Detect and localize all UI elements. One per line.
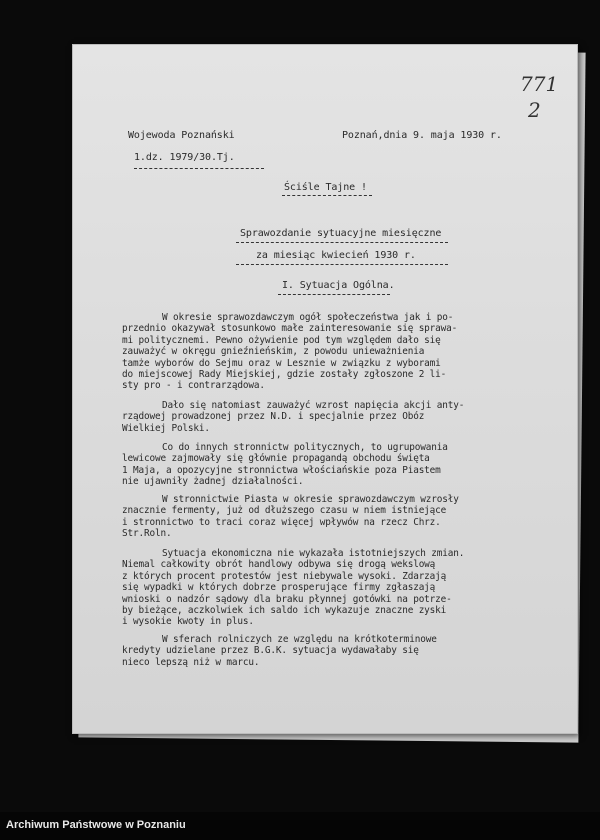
archive-number: 771 [520, 72, 559, 96]
paragraph-line: Co do innych stronnictw politycznych, to ugrupowania [162, 442, 448, 453]
paragraph-line: Sytuacja ekonomiczna nie wykazała istotniejszych zmian. [162, 548, 465, 559]
paragraph-line: się wypadki w których dobrze prosperujące firmy zgłaszają [122, 582, 436, 594]
paragraph-line: rządowej prowadzonej przez N.D. i specjalnie przez Obóz [122, 411, 425, 423]
paragraph-line: lewicowe zajmowały się głównie propagandą obchodu święta [122, 453, 430, 465]
paragraph-line: znacznie fermenty, już od dłuższego czasu w niem istniejące [122, 505, 447, 517]
document-page [72, 44, 578, 734]
paragraph-line: W stronnictwie Piasta w okresie sprawozdawczym wzrosły [162, 494, 459, 505]
paragraph-line: Wielkiej Polski. [122, 422, 210, 434]
paragraph-line: i stronnictwo to traci coraz więcej wpływów na rzecz Chrz. [122, 516, 441, 528]
classification-underline [282, 195, 372, 196]
paragraph-line: nie ujawniły żadnej działalności. [122, 476, 304, 488]
paragraph-line: W sferach rolniczych ze względu na krótkoterminowe [162, 634, 437, 645]
section-underline [278, 294, 390, 295]
archive-name: Archiwum Państwowe w Poznaniu [6, 819, 186, 831]
paragraph-line: by bieżące, aczkolwiek ich saldo ich wykazuje znaczne zyski [122, 605, 447, 616]
paragraph-line: zauważyć w okręgu gnieźnieńskim, z powodu unieważnienia [122, 346, 425, 358]
reference-number: 1.dz. 1979/30.Tj. [134, 152, 235, 163]
paragraph-line: mi politycznemi. Pewno ożywienie pod tym względem dało się [122, 334, 441, 346]
title-underline-2 [236, 264, 448, 265]
reference-underline [134, 168, 264, 169]
report-period: za miesiąc kwiecień 1930 r. [256, 250, 416, 261]
paragraph-line: Dało się natomiast zauważyć wzrost napięcia akcji anty- [162, 400, 465, 411]
title-underline-1 [236, 242, 448, 243]
paragraph-line: sty pro - i contrarządowa. [122, 380, 265, 392]
paragraph-line: W okresie sprawozdawczym ogół społeczeństwa jak i po- [162, 312, 454, 323]
section-heading: I. Sytuacja Ogólna. [282, 280, 395, 291]
paragraph-line: wnioski o nadzór sądowy dla braku płynnej gotówki na potrze- [122, 593, 452, 605]
paragraph-line: i wysokie kwoty in plus. [122, 616, 254, 628]
report-title: Sprawozdanie sytuacyjne miesięczne [240, 228, 442, 239]
paragraph-line: 1 Maja, a opozycyjne stronnictwa włościańskie poza Piastem [122, 464, 441, 476]
paragraph-line: Str.Roln. [122, 528, 172, 540]
paragraph-line: nieco lepszą niż w marcu. [122, 656, 260, 668]
sender: Wojewoda Poznański [128, 130, 235, 141]
paragraph-line: z których procent protestów jest niebywale wysoki. Zdarzają [122, 570, 447, 582]
place-date: Poznań,dnia 9. maja 1930 r. [342, 130, 502, 141]
paragraph-line: kredyty udzielane przez B.G.K. sytuacja wydawałaby się [122, 645, 419, 657]
paragraph-line: do miejscowej Rady Miejskiej, gdzie zostały zgłoszone 2 li- [122, 369, 447, 380]
paragraph-line: tamże wyborów do Sejmu oraz w Lesznie w związku z wyborami [122, 357, 441, 369]
page-number: 2 [528, 98, 541, 122]
paragraph-line: Niemal całkowity obrót handlowy odbywa się drogą wekslową [122, 559, 436, 571]
paragraph-line: przednio okazywał stosunkowo małe zainteresowanie się sprawa- [122, 323, 458, 335]
classification: Ściśle Tajne ! [284, 182, 367, 193]
archive-footer [0, 812, 600, 840]
